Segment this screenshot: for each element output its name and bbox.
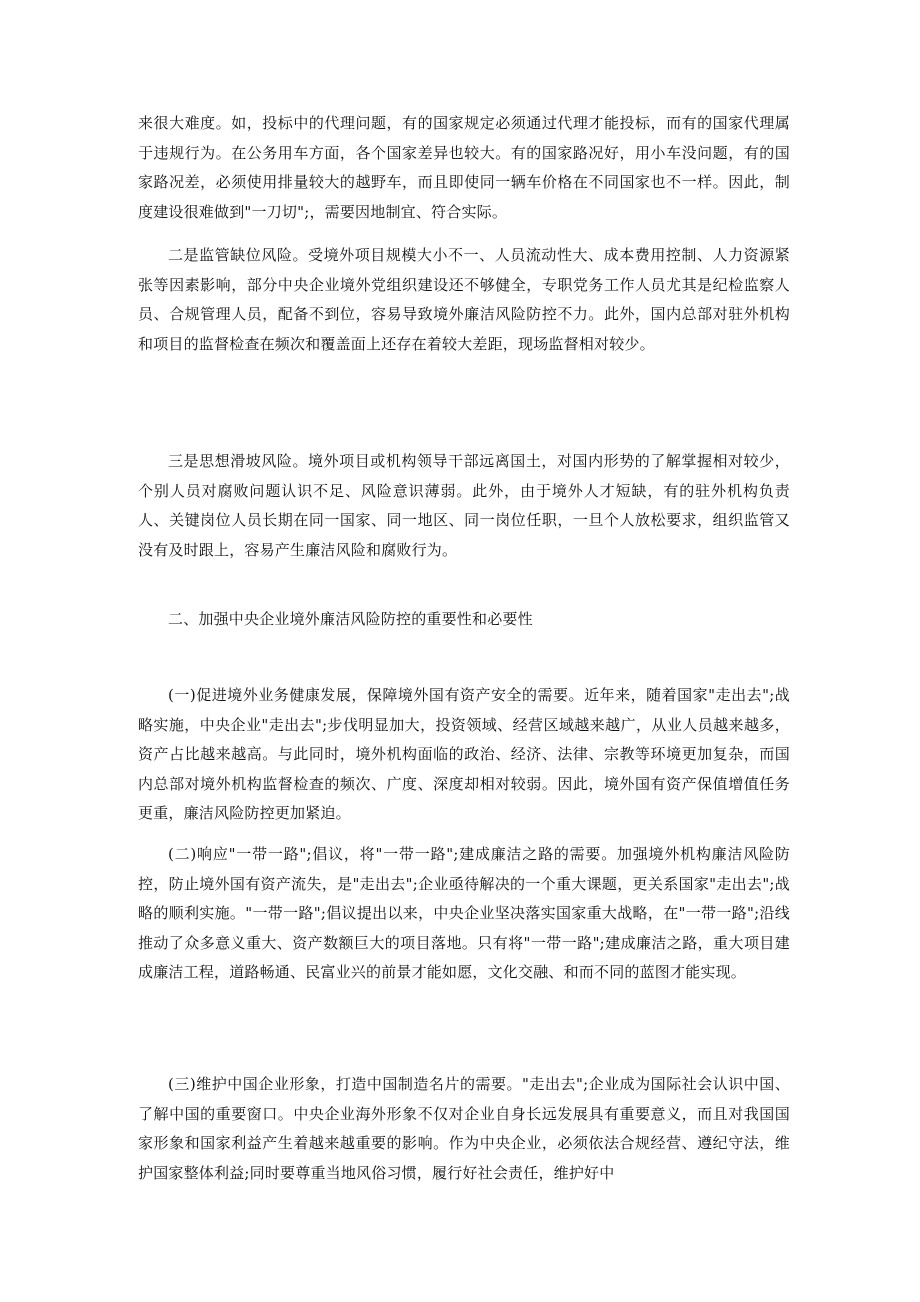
paragraph-supervision-risk: 二是监管缺位风险。受境外项目规模大小不一、人员流动性大、成本费用控制、人力资源紧张等因素影响，部分中央企业境外党组织建设还不够健全，专职党务工作人员尤其是纪检监察人员、合规管理人员，配备不到位，容易导致境外廉洁风险防控不力。此外，国内总部对驻外机构和项目的监督检查在频次和覆盖面上还存在着较大差距，现场监督相对较少。 [138,246,790,353]
paragraph-ideology-risk: 三是思想滑坡风险。境外项目或机构领导干部远离国土，对国内形势的了解掌握相对较少，个别人员对腐败问题认识不足、风险意识薄弱。此外，由于境外人才短缺，有的驻外机构负责人、关键岗位人员长期在同一国家、同一地区、同一岗位任职，一旦个人放松要求，组织监管又没有及时跟上，容易产生廉洁风险和腐败行为。 [138,452,790,559]
section-heading: 二、加强中央企业境外廉洁风险防控的重要性和必要性 [168,610,533,628]
paragraph-point-2: (二)响应"一带一路";倡议，将"一带一路";建成廉洁之路的需要。加强境外机构廉洁风险防控，防止境外国有资产流失，是"走出去";企业亟待解决的一个重大课题，更关系国家"走出去";战略的顺利实施。"一带一路";倡议提出以来，中央企业坚决落实国家重大战略，在"一带一路";沿线推动了众多意义重大、资产数额巨大的项目落地。只有将"一带一路";建成廉洁之路，重大项目建成廉洁工程，道路畅通、民富业兴的前景才能如愿，文化交融、和而不同的蓝图才能实现。 [138,845,790,981]
paragraph-point-1: (一)促进境外业务健康发展，保障境外国有资产安全的需要。近年来，随着国家"走出去";战略实施，中央企业"走出去";步伐明显加大，投资领域、经营区域越来越广，从业人员越来越多，资产占比越来越高。与此同时，境外机构面临的政治、经济、法律、宗教等环境更加复杂，而国内总部对境外机构监督检查的频次、广度、深度却相对较弱。因此，境外国有资产保值增值任务更重，廉洁风险防控更加紧迫。 [138,686,790,822]
paragraph-continuation: 来很大难度。如，投标中的代理问题，有的国家规定必须通过代理才能投标，而有的国家代理属于违规行为。在公务用车方面，各个国家差异也较大。有的国家路况好，用小车没问题，有的国家路况差，必须使用排量较大的越野车，而且即使同一辆车价格在不同国家也不一样。因此，制度建设很难做到"一刀切";，需要因地制宜、符合实际。 [138,114,790,221]
paragraph-point-3: (三)维护中国企业形象，打造中国制造名片的需要。"走出去";企业成为国际社会认识中国、了解中国的重要窗口。中央企业海外形象不仅对企业自身长远发展具有重要意义，而且对我国国家形象和国家利益产生着越来越重要的影响。作为中央企业，必须依法合规经营、遵纪守法，维护国家整体利益;同时要尊重当地风俗习惯，履行好社会责任，维护好中 [138,1075,790,1182]
